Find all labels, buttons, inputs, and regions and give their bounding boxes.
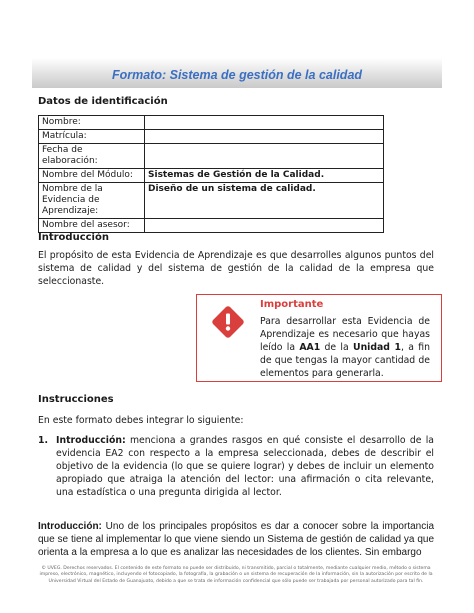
list-item-text: menciona a grandes rasgos en qué consiste el desarrollo de la evidencia EA2 con respecto a la empresa seleccionada, debes de describir el objetivo de la evidencia (lo que se quiere lograr) y debes de incluir un elemento apropiado que atraiga la atención del lector: una afirmación o cita relevante, una estadística o una pregunta dirigida al lector. <box>56 435 434 498</box>
row-label: Nombre del asesor: <box>39 219 145 233</box>
instructions-intro: En este formato debes integrar lo siguiente: <box>38 415 244 426</box>
list-number: 1. <box>38 435 49 446</box>
row-label: Nombre: <box>39 116 145 130</box>
identification-table <box>38 115 384 233</box>
row-label: Nombre del Módulo: <box>39 169 145 183</box>
row-value[interactable]: Diseño de un sistema de calidad. <box>145 183 384 219</box>
introduction-text: El propósito de esta Evidencia de Aprendizaje es que desarrolles algunos puntos del sistema de calidad y del sistema de gestión de la calidad de la empresa que seleccionaste. <box>38 250 434 287</box>
table-row <box>39 169 384 183</box>
row-value[interactable] <box>145 130 384 144</box>
header-banner <box>32 58 442 88</box>
table-row <box>39 219 384 233</box>
row-label: Nombre de la Evidencia de Aprendizaje: <box>39 183 145 219</box>
row-value[interactable] <box>145 116 384 130</box>
row-label: Fecha de elaboración: <box>39 144 145 169</box>
table-row <box>39 130 384 144</box>
development-text: Uno de los principales propósitos es dar a conocer sobre la importancia que se tiene al implementar lo que viene siendo un Sistema de gestión de calidad ya que orienta a la empresa a lo que es analizar las necesidades de los clientes. Sin embargo <box>38 521 434 558</box>
list-item <box>38 434 434 499</box>
instructions-heading: Instrucciones <box>38 394 114 405</box>
row-label: Matrícula: <box>39 130 145 144</box>
important-box <box>196 294 442 382</box>
row-value[interactable] <box>145 144 384 169</box>
development-title: Introducción: <box>38 521 102 532</box>
row-value[interactable] <box>145 219 384 233</box>
introduction-heading: Introducción <box>38 232 109 243</box>
copyright-footer: © UVEG. Derechos reservados. El contenido de este formato no puede ser distribuido, ni transmitido, parcial o totalmente, mediante cualquier medio, método o sistema impreso, electrónico, magnético, incluyendo el fotocopiado, la fotografía, la grabación o un sistema de recuperación de la información, sin la autorización por escrito de la Universidad Virtual del Estado de Guanajuato, debido a que se trata de información confidencial que sólo puede ser trabajada por personal autorizado para tal fin. <box>39 566 433 584</box>
table-row <box>39 183 384 219</box>
table-row <box>39 144 384 169</box>
important-title: Importante <box>260 299 324 310</box>
alert-icon <box>211 305 245 339</box>
development-paragraph <box>38 520 434 559</box>
important-text: Para desarrollar esta Evidencia de Aprendizaje es necesario que hayas leído la AA1 de la Unidad 1, a fin de que tengas la mayor cantidad de elementos para generarla. <box>260 316 430 379</box>
row-value[interactable]: Sistemas de Gestión de la Calidad. <box>145 169 384 183</box>
document-title: Formato: Sistema de gestión de la calidad <box>111 68 363 82</box>
table-row <box>39 116 384 130</box>
list-item-title: Introducción: <box>56 435 126 446</box>
identification-heading: Datos de identificación <box>38 96 168 107</box>
